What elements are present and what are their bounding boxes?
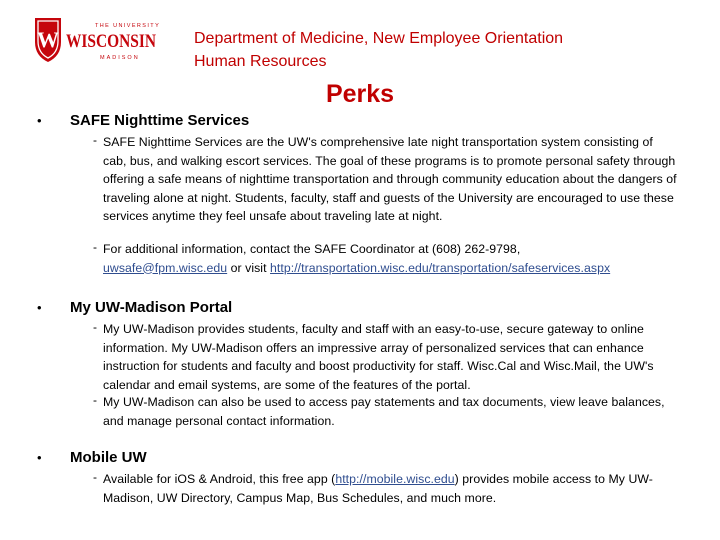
- bullet-glyph: •: [37, 300, 42, 315]
- uw-madison-logo: [33, 14, 161, 64]
- dash-glyph: -: [93, 240, 97, 254]
- safe-services-link[interactable]: http://transportation.wisc.edu/transportation/safeservices.aspx: [270, 260, 611, 275]
- mobile-uw-link[interactable]: http://mobile.wisc.edu: [335, 472, 455, 486]
- section-heading: Mobile UW: [70, 449, 147, 466]
- list-item-text: My UW-Madison can also be used to access pay statements and tax documents, view leave balances, and manage personal contact information.: [103, 395, 665, 428]
- logo-crest-letter: W: [37, 27, 59, 52]
- dash-glyph: -: [93, 470, 97, 484]
- mobile-text-suffix: ) provides mobile access to My UW-Madison, UW Directory, Campus Map, Bus Schedules, and much more.: [103, 472, 653, 505]
- mobile-text-prefix: Available for iOS & Android, this free app (: [103, 472, 336, 486]
- dash-glyph: -: [93, 320, 97, 334]
- list-item-text: SAFE Nighttime Services are the UW's comprehensive late night transportation system consisting of cab, bus, and walking escort services. The goal of these programs is to promote personal safety through offering a safe means of nighttime transportation and through community education about the dangers of traveling alone at night. Students, faculty, staff and guests of the University are encouraged to use these services anytime they feel unsafe about traveling late at night.: [103, 135, 677, 224]
- bullet-glyph: •: [37, 113, 42, 128]
- section-heading: SAFE Nighttime Services: [70, 112, 250, 129]
- dash-glyph: -: [93, 393, 97, 407]
- email-link[interactable]: uwsafe@fpm.wisc.edu: [103, 260, 228, 275]
- dash-glyph: -: [93, 133, 97, 147]
- list-item-text: [103, 470, 677, 507]
- contact-middle-text: or visit: [227, 260, 271, 275]
- logo-top-line: THE UNIVERSITY: [95, 23, 161, 29]
- uw-crest-icon: [33, 14, 161, 64]
- contact-text: For additional information, contact the SAFE Coordinator at (608) 262-9798,: [103, 242, 521, 256]
- slide-header: [194, 27, 694, 73]
- header-line-2: Human Resources: [194, 53, 327, 70]
- logo-name: WISCONSIN: [66, 31, 157, 52]
- bullet-glyph: •: [37, 450, 42, 465]
- section-heading: My UW-Madison Portal: [70, 299, 233, 316]
- page-title: Perks: [325, 80, 395, 108]
- list-item-text: [103, 240, 677, 277]
- list-item-text: My UW-Madison provides students, faculty and staff with an easy-to-use, secure gateway to online information. My UW-Madison offers an impressive array of personalized services that can enhance instruction for students and faculty and boost productivity for staff. Wisc.Cal and Wisc.Mail, the UW's calendar and email systems, are some of the features of the portal.: [103, 322, 654, 392]
- header-line-1: Department of Medicine, New Employee Orientation: [194, 30, 564, 47]
- logo-bottom-line: MADISON: [100, 55, 140, 61]
